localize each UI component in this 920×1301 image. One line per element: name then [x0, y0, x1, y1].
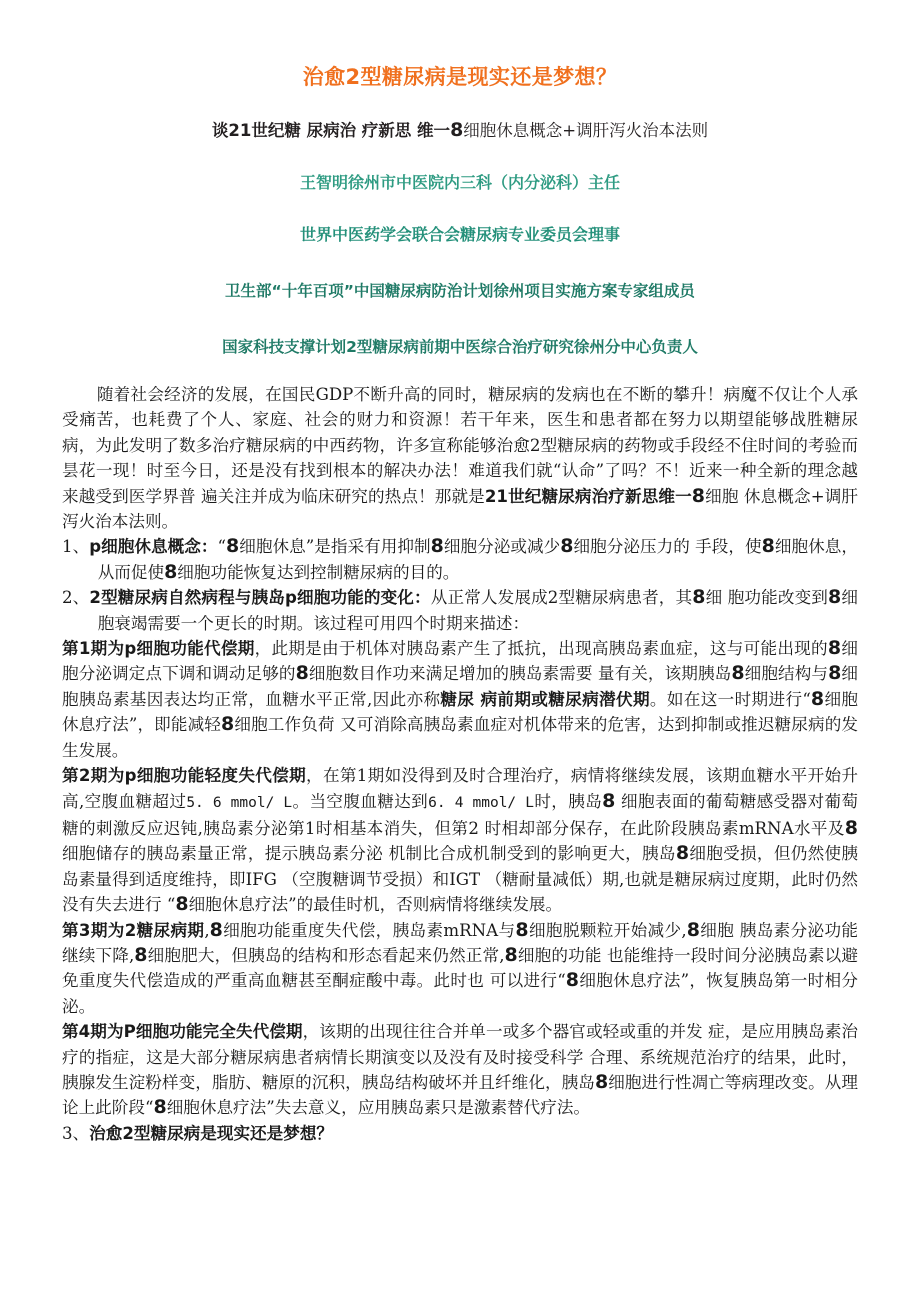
stage2-g: 细胞休息疗法”的最佳时机，否则病情将继续发展。: [188, 895, 563, 915]
stage1-big8-a: 8: [827, 637, 842, 660]
item1-d: 细胞分泌压力的 手段，使: [573, 537, 762, 557]
item1-c: 细胞分泌或减少: [443, 537, 561, 557]
article-body: [62, 360, 858, 1146]
stage2-d: 细胞表面的葡萄糖感受器对葡萄糖的刺激反应迟钝,胰岛素分泌第1时相基本消失，但第2 时相却部分保存，在此阶段胰岛素mRNA水平及: [62, 791, 859, 838]
stage1-big8-e: 8: [810, 687, 825, 710]
stage3-big8-f: 8: [565, 969, 580, 992]
stage3-g: 细胞休息疗法”，恢复胰岛第一时相分泌。: [62, 971, 859, 1016]
intro-tail: 细胞 休息概念+调肝泻火治本法则。: [62, 486, 859, 532]
item1-big8-e: 8: [164, 560, 178, 583]
subtitle-part-c: 细胞休息概念+调肝泻火治本法则: [463, 121, 709, 140]
stage3-d: 细胞 胰岛素分泌功能继续下降,: [62, 920, 858, 965]
list-item-3: [62, 1121, 858, 1146]
item2-heading: 2型糖尿病自然病程与胰岛p细胞功能的变化：: [89, 588, 431, 608]
intro-big8: 8: [691, 484, 706, 507]
stage1-b: 细胞分泌调定点下调和调动足够的: [62, 639, 859, 684]
stage-1-paragraph: [62, 636, 858, 763]
stage3-big8-b: 8: [515, 918, 529, 941]
credit-line-3: 卫生部“十年百项”中国糖尿病防治计划徐州项目实施方案专家组成员: [225, 282, 695, 300]
stage2-big8-d: 8: [175, 893, 189, 916]
page-title: 治愈2型糖尿病是现实还是梦想？: [302, 65, 618, 89]
stage2-c: 时，胰岛: [533, 791, 603, 811]
item1-e: 细胞休息，从而促使: [97, 537, 859, 582]
stage1-c: 细胞数目作功来满足增加的胰岛素需要 量有关，该期胰岛: [308, 664, 732, 684]
intro-bold: 21世纪糖尿病治疗新思维一: [484, 486, 692, 506]
item2-big8-a: 8: [692, 586, 706, 609]
stage-2-paragraph: [62, 763, 858, 917]
stage4-big8-a: 8: [594, 1070, 609, 1093]
stage4-a: ，该期的出现往往合并单一或多个器官或轻或重的并发 症，是应用胰岛素治疗的指症，这是大部分糖尿病患者病情长期演变以及没有及时接受科学 合理、系统规范治疗的结果，此时，胰腺发生淀粉样变，脂肪、糖原的沉积，胰岛结构破坏并且纤维化，胰岛: [62, 1022, 858, 1092]
item2-c: 细胞衰竭需要一个更长的时期。该过程可用四个时期来描述：: [97, 588, 858, 633]
stage3-a: ,: [204, 920, 210, 940]
stage4-heading: 第4期为P细胞功能完全失代偿期: [62, 1022, 303, 1042]
page-content: [62, 0, 858, 1146]
intro-text: 随着社会经济的发展，在国民GDP不断升高的同时，糖尿病的发病也在不断的攀升！病魔不仅让个人承受痛苦，也耗费了个人、家庭、社会的财力和资源！若干年来，医生和患者都在努力以期望能够战胜糖尿病，为此发明了数多治疗糖尿病的中西药物，许多宣称能够治愈2型糖尿病的药物或手段经不住时间的考验而昙花一现！时至今日，还是没有找到根本的解决办法！难道我们就“认命”了吗？不！近来一种全新的理念越来越受到医学界普 遍关注并成为临床研究的热点！那就是: [62, 385, 858, 506]
item1-big8-d: 8: [761, 535, 775, 558]
stage2-e: 细胞储存的胰岛素量正常，提示胰岛素分泌 机制比合成机制受到的影响更大，胰岛: [62, 844, 676, 864]
stage3-f: 细胞的功能 也能维持一段时间分泌胰岛素以避免重度失代偿造成的严重高血糖甚至酮症酸中毒。此时也 可以进行“: [62, 945, 858, 991]
stage3-big8-c: 8: [686, 918, 700, 941]
stage2-big8-a: 8: [602, 789, 616, 812]
stage1-g: 细胞休息疗法”，即能减轻: [62, 689, 859, 735]
item2-b: 细 胞功能改变到: [705, 588, 829, 608]
item1-heading: p细胞休息概念：: [89, 537, 218, 557]
stage2-value-2: 6. 4 mmol/ L: [428, 794, 534, 811]
item1-big8-c: 8: [560, 535, 574, 558]
stage1-heading: 第1期为p细胞功能代偿期: [62, 639, 255, 659]
subtitle-line: [62, 92, 858, 144]
stage1-big8-c: 8: [731, 662, 745, 685]
stage2-big8-b: 8: [844, 816, 858, 839]
list-item-1: [62, 534, 858, 585]
stage2-heading: 第2期为p细胞功能轻度失代偿期: [62, 766, 307, 786]
credit-line-1: 王智明徐州市中医院内三科（内分泌科）主任: [299, 173, 620, 192]
stage3-big8-d: 8: [134, 943, 148, 966]
intro-paragraph: [62, 382, 858, 534]
stage1-bold-2: 糖尿 病前期或糖尿病潜伏期: [440, 689, 650, 709]
item1-number: 1、: [62, 537, 90, 557]
subtitle-part-a: 谈21世纪糖 尿病治 疗新思 维一: [211, 121, 451, 140]
item2-big8-b: 8: [828, 586, 842, 609]
credit-line-2: 世界中医药学会联合会糖尿病专业委员会理事: [299, 225, 620, 244]
item3-heading: 治愈2型糖尿病是现实还是梦想？: [89, 1123, 334, 1143]
stage1-a: ，此期是由于机体对胰岛素产生了抵抗，出现高胰岛素血症，这与可能出现的: [254, 639, 828, 659]
stage1-big8-b: 8: [295, 662, 309, 685]
item3-number: 3、: [62, 1123, 90, 1143]
stage3-c: 细胞脱颗粒开始减少,: [528, 920, 687, 940]
stage1-e: 细胞胰岛素基因表达均正常，血糖水平正常,因此亦称: [62, 664, 859, 709]
stage1-h: 细胞工作负荷 又可消除高胰岛素血症对机体带来的危害，达到抑制或推迟糖尿病的发生发展。: [62, 715, 858, 760]
stage2-f: 细胞受损，但仍然使胰岛素量得到适度维持，即IFG （空腹糖调节受损）和IGT （糖耐量减低）期,也就是糖尿病过度期，此时仍然没有失去进行 “: [62, 844, 858, 915]
item1-big8-b: 8: [430, 535, 444, 558]
stage1-big8-f: 8: [221, 713, 235, 736]
stage3-e: 细胞肥大，但胰岛的结构和形态看起来仍然正常,: [147, 945, 505, 965]
stage4-b: 细胞进行性凋亡等病理改变。从理论上此阶段“: [62, 1072, 859, 1118]
item1-big8-a: 8: [225, 535, 240, 558]
stage3-b: 细胞功能重度失代偿，胰岛素mRNA与: [222, 920, 516, 940]
stage1-d: 细胞结构与: [744, 664, 829, 684]
item1-f: 细胞功能恢复达到控制糖尿病的目的。: [177, 562, 460, 582]
stage2-b: 。当空腹血糖达到: [292, 791, 429, 811]
item2-a: 从正常人发展成2型糖尿病患者，其: [430, 588, 693, 608]
credit-line-4: 国家科技支撑计划2型糖尿病前期中医综合治疗研究徐州分中心负责人: [222, 338, 698, 356]
stage-4-paragraph: [62, 1019, 858, 1121]
stage4-big8-b: 8: [153, 1096, 167, 1119]
item1-a: “: [217, 537, 226, 557]
subtitle-part-b: 8: [450, 119, 464, 141]
stage2-value-1: 5. 6 mmol/ L: [186, 794, 293, 811]
stage-3-paragraph: [62, 918, 858, 1020]
stage2-a: ，在第1期如没得到及时合理治疗，病情将继续发展，该期血糖水平开始升高,空腹血糖超过: [62, 766, 858, 811]
item2-number: 2、: [62, 588, 90, 608]
stage1-f: 。如在这一时期进行“: [649, 689, 811, 709]
list-item-2: [62, 585, 858, 636]
item1-b: 细胞休息”是指采有用抑制: [239, 537, 431, 557]
stage1-big8-d: 8: [828, 662, 842, 685]
stage3-big8-a: 8: [209, 918, 223, 941]
stage3-heading: 第3期为2糖尿病期: [62, 920, 205, 940]
stage3-big8-e: 8: [504, 943, 518, 966]
stage4-c: 细胞休息疗法”失去意义，应用胰岛素只是激素替代疗法。: [166, 1098, 591, 1118]
stage2-big8-c: 8: [675, 842, 690, 865]
